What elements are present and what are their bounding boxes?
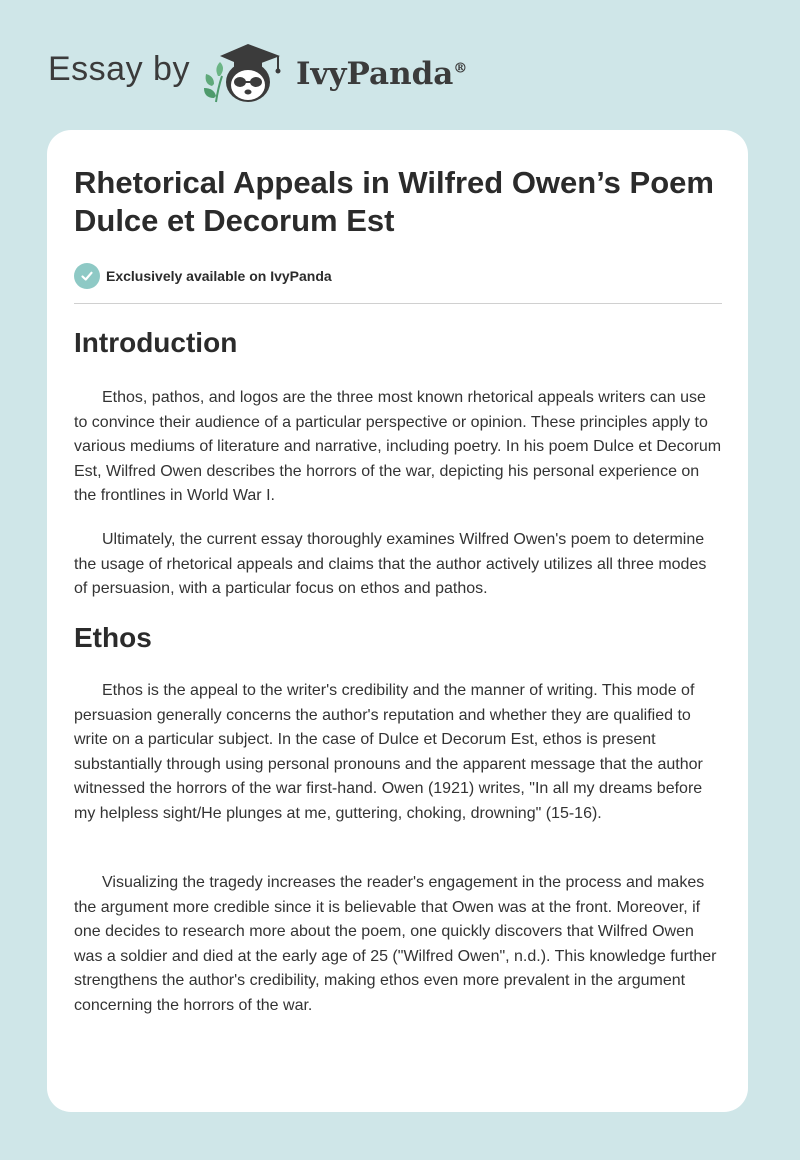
paragraph: Visualizing the tragedy increases the reader's engagement in the process and makes the argument more credible since it is believable that Owen was at the front. Moreover, if one decides to research more about the poem, one quickly discovers that Wilfred Owen was a soldier and died at the early age of 25 ("Wilfred Owen", n.d.). This knowledge further strengthens the author's credibility, making ethos even more prevalent in the argument concerning the horrors of the war. <box>74 874 717 1014</box>
registered-mark: ® <box>453 60 468 77</box>
section-heading-introduction: Introduction <box>74 327 238 358</box>
badge-label: Exclusively available on IvyPanda <box>106 268 332 284</box>
brand-prefix: Essay by <box>48 50 190 88</box>
paragraph: Ethos is the appeal to the writer's credibility and the manner of writing. This mode of persuasion generally concerns the author's reputation and whether they are qualified to write on a particular subject. In the case of Dulce et Decorum Est, ethos is present substantially through using personal pronouns and the apparent message that the author witnessed the horrors of the war first-hand. Owen (1921) writes, "In all my dreams before my helpless sight/He plunges at me, guttering, choking, drowning" (15-16). <box>74 682 703 822</box>
section-heading-ethos: Ethos <box>74 622 152 653</box>
site-header <box>0 0 800 130</box>
paragraph: Ethos, pathos, and logos are the three most known rhetorical appeals writers can use to convince their audience of a particular perspective or opinion. These principles apply to various mediums of literature and narrative, including poetry. In his poem Dulce et Decorum Est, Wilfred Owen describes the horrors of the war, depicting his personal experience on the frontlines in World War I. <box>74 389 722 505</box>
exclusive-badge <box>74 263 332 289</box>
brand-name[interactable]: IvyPanda® <box>296 56 468 92</box>
paragraph: Ultimately, the current essay thoroughly examines Wilfred Owen's poem to determine the usage of rhetorical appeals and claims that the author actively utilizes all three modes of persuasion, with a particular focus on ethos and pathos. <box>74 531 707 598</box>
ivypanda-logo-icon[interactable] <box>200 36 292 108</box>
essay-card <box>47 130 748 1112</box>
check-icon <box>74 263 100 289</box>
essay-title: Rhetorical Appeals in Wilfred Owen’s Poem Dulce et Decorum Est <box>74 165 714 238</box>
divider <box>74 303 722 304</box>
